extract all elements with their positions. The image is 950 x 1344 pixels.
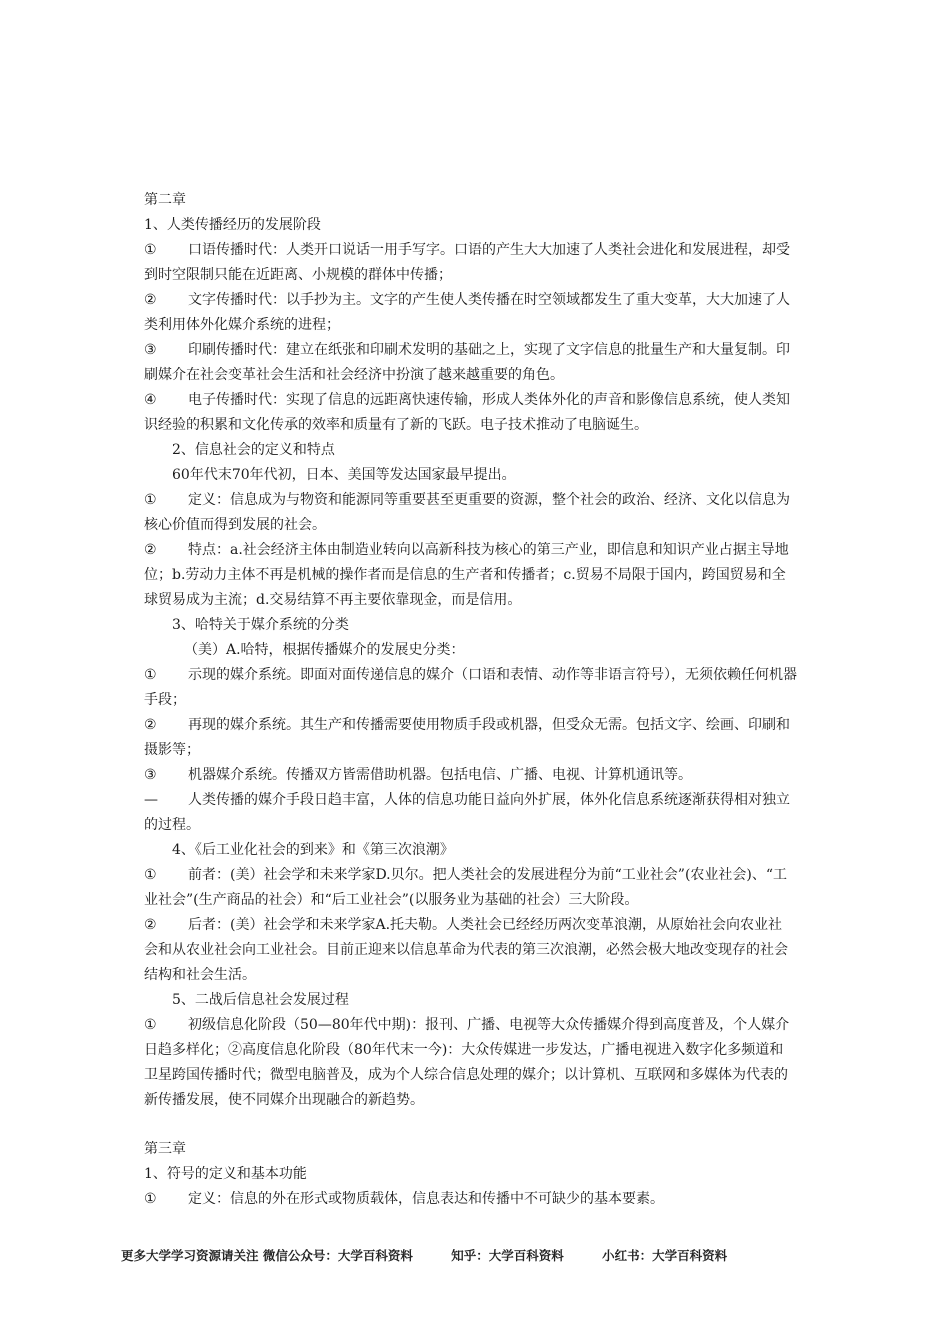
text-line: [144, 738, 808, 763]
text-line: [144, 688, 808, 713]
text-line: [144, 888, 808, 913]
list-marker: ①: [144, 242, 157, 258]
text-line: [144, 1137, 808, 1162]
text-line: [144, 813, 808, 838]
text-line: [144, 988, 808, 1013]
list-marker: ③: [144, 767, 157, 783]
line-text: 业社会”(生产商品的社会）和“后工业社会”(以服务业为基础的社会）三大阶段。: [144, 892, 639, 908]
text-line: [144, 613, 808, 638]
text-line: [144, 938, 808, 963]
line-text: 4、《后工业化社会的到来》和《第三次浪潮》: [172, 842, 454, 858]
line-text: 定义：信息的外在形式或物质载体，信息表达和传播中不可缺少的基本要素。: [188, 1191, 664, 1207]
text-line: [144, 1088, 808, 1113]
line-text: 摄影等；: [144, 742, 200, 758]
line-text: 前者：(美）社会学和未来学家D.贝尔。把人类社会的发展进程分为前“工业社会”(农业社会)、“工: [188, 867, 788, 883]
text-line: [144, 213, 808, 238]
text-line: [144, 763, 808, 788]
line-text: 日趋多样化；②高度信息化阶段（80年代末一今)：大众传媒进一步发达，广播电视进入数字化多频道和: [144, 1042, 784, 1058]
line-text: 到时空限制只能在近距离、小规模的群体中传播；: [144, 267, 452, 283]
text-line: [144, 1162, 808, 1187]
footer-xiaohongshu: 小红书：大学百科资料: [602, 1248, 728, 1263]
text-line: [144, 713, 808, 738]
text-line: [144, 913, 808, 938]
paragraph-spacer: [144, 1113, 808, 1137]
line-text: 初级信息化阶段（50—80年代中期)：报刊、广播、电视等大众传播媒介得到高度普及，个人媒介: [188, 1017, 790, 1033]
line-text: 结构和社会生活。: [144, 967, 256, 983]
line-text: 1、符号的定义和基本功能: [144, 1166, 307, 1182]
line-text: 第二章: [144, 192, 186, 208]
line-text: 口语传播时代：人类开口说话一用手写字。口语的产生大大加速了人类社会进化和发展进程，却受: [188, 242, 790, 258]
page-footer: [121, 1246, 727, 1264]
text-line: [144, 413, 808, 438]
list-marker: ③: [144, 342, 157, 358]
line-text: 核心价值而得到发展的社会。: [144, 517, 326, 533]
text-line: [144, 1187, 808, 1212]
text-line: [144, 313, 808, 338]
line-text: 2、信息社会的定义和特点: [172, 442, 335, 458]
line-text: 示现的媒介系统。即面对面传递信息的媒介（口语和表情、动作等非语言符号），无须依赖任何机器: [188, 667, 797, 683]
line-text: 1、人类传播经历的发展阶段: [144, 217, 321, 233]
text-line: [144, 463, 808, 488]
line-text: 类利用体外化媒介系统的进程；: [144, 317, 340, 333]
list-marker: —: [144, 792, 158, 808]
text-line: [144, 838, 808, 863]
text-line: [144, 1038, 808, 1063]
list-marker: ④: [144, 392, 157, 408]
text-line: [144, 338, 808, 363]
line-text: 文字传播时代：以手抄为主。文字的产生使人类传播在时空领域都发生了重大变革，大大加速了人: [188, 292, 790, 308]
list-marker: ①: [144, 1017, 157, 1033]
text-line: [144, 263, 808, 288]
line-text: 3、哈特关于媒介系统的分类: [172, 617, 349, 633]
list-marker: ②: [144, 717, 157, 733]
line-text: 定义：信息成为与物资和能源同等重要甚至更重要的资源，整个社会的政治、经济、文化以信息为: [188, 492, 790, 508]
line-text: 印刷传播时代：建立在纸张和印刷术发明的基础之上，实现了文字信息的批量生产和大量复制。印: [188, 342, 790, 358]
line-text: 电子传播时代：实现了信息的远距离快速传输，形成人类体外化的声音和影像信息系统，使人类知: [188, 392, 790, 408]
line-text: 球贸易成为主流；d.交易结算不再主要依靠现金，而是信用。: [144, 592, 522, 608]
text-line: [144, 1013, 808, 1038]
document-body: [144, 188, 808, 1212]
text-line: [144, 1063, 808, 1088]
text-line: [144, 788, 808, 813]
text-line: [144, 488, 808, 513]
list-marker: ①: [144, 492, 157, 508]
text-line: [144, 363, 808, 388]
text-line: [144, 288, 808, 313]
text-line: [144, 563, 808, 588]
list-marker: ①: [144, 1191, 157, 1207]
text-line: [144, 963, 808, 988]
line-text: 后者：(美）社会学和未来学家A.托夫勒。人类社会已经经历两次变革浪潮，从原始社会向农业社: [188, 917, 783, 933]
line-text: 特点：a.社会经济主体由制造业转向以高新科技为核心的第三产业，即信息和知识产业占据主导地: [188, 542, 789, 558]
line-text: 新传播发展，使不同媒介出现融合的新趋势。: [144, 1092, 424, 1108]
text-line: [144, 538, 808, 563]
line-text: 会和从农业社会向工业社会。目前正迎来以信息革命为代表的第三次浪潮，必然会极大地改变现存的社会: [144, 942, 788, 958]
line-text: 位；b.劳动力主体不再是机械的操作者而是信息的生产者和传播者；c.贸易不局限于国内，跨国贸易和全: [144, 567, 786, 583]
line-text: 60年代末70年代初，日本、美国等发达国家最早提出。: [172, 467, 516, 483]
list-marker: ②: [144, 542, 157, 558]
list-marker: ②: [144, 917, 157, 933]
text-line: [144, 588, 808, 613]
line-text: 机器媒介系统。传播双方皆需借助机器。包括电信、广播、电视、计算机通讯等。: [188, 767, 692, 783]
text-line: [144, 863, 808, 888]
list-marker: ①: [144, 867, 157, 883]
text-line: [144, 238, 808, 263]
list-marker: ①: [144, 667, 157, 683]
line-text: （美）A.哈特，根据传播媒介的发展史分类：: [184, 642, 465, 658]
text-line: [144, 638, 808, 663]
text-line: [144, 438, 808, 463]
text-line: [144, 663, 808, 688]
text-line: [144, 188, 808, 213]
line-text: 再现的媒介系统。其生产和传播需要使用物质手段或机器，但受众无需。包括文字、绘画、印刷和: [188, 717, 790, 733]
line-text: 5、二战后信息社会发展过程: [172, 992, 349, 1008]
text-line: [144, 388, 808, 413]
line-text: 的过程。: [144, 817, 200, 833]
footer-wechat: 更多大学学习资源请关注 微信公众号：大学百科资料: [121, 1248, 413, 1263]
line-text: 刷媒介在社会变革社会生活和社会经济中扮演了越来越重要的角色。: [144, 367, 564, 383]
text-line: [144, 513, 808, 538]
line-text: 第三章: [144, 1141, 186, 1157]
line-text: 手段；: [144, 692, 186, 708]
footer-zhihu: 知乎：大学百科资料: [451, 1248, 564, 1263]
list-marker: ②: [144, 292, 157, 308]
line-text: 人类传播的媒介手段日趋丰富，人体的信息功能日益向外扩展，体外化信息系统逐渐获得相对独立: [188, 792, 790, 808]
line-text: 卫星跨国传播时代；微型电脑普及，成为个人综合信息处理的媒介；以计算机、互联网和多媒体为代表的: [144, 1067, 788, 1083]
line-text: 识经验的积累和文化传承的效率和质量有了新的飞跃。电子技术推动了电脑诞生。: [144, 417, 648, 433]
